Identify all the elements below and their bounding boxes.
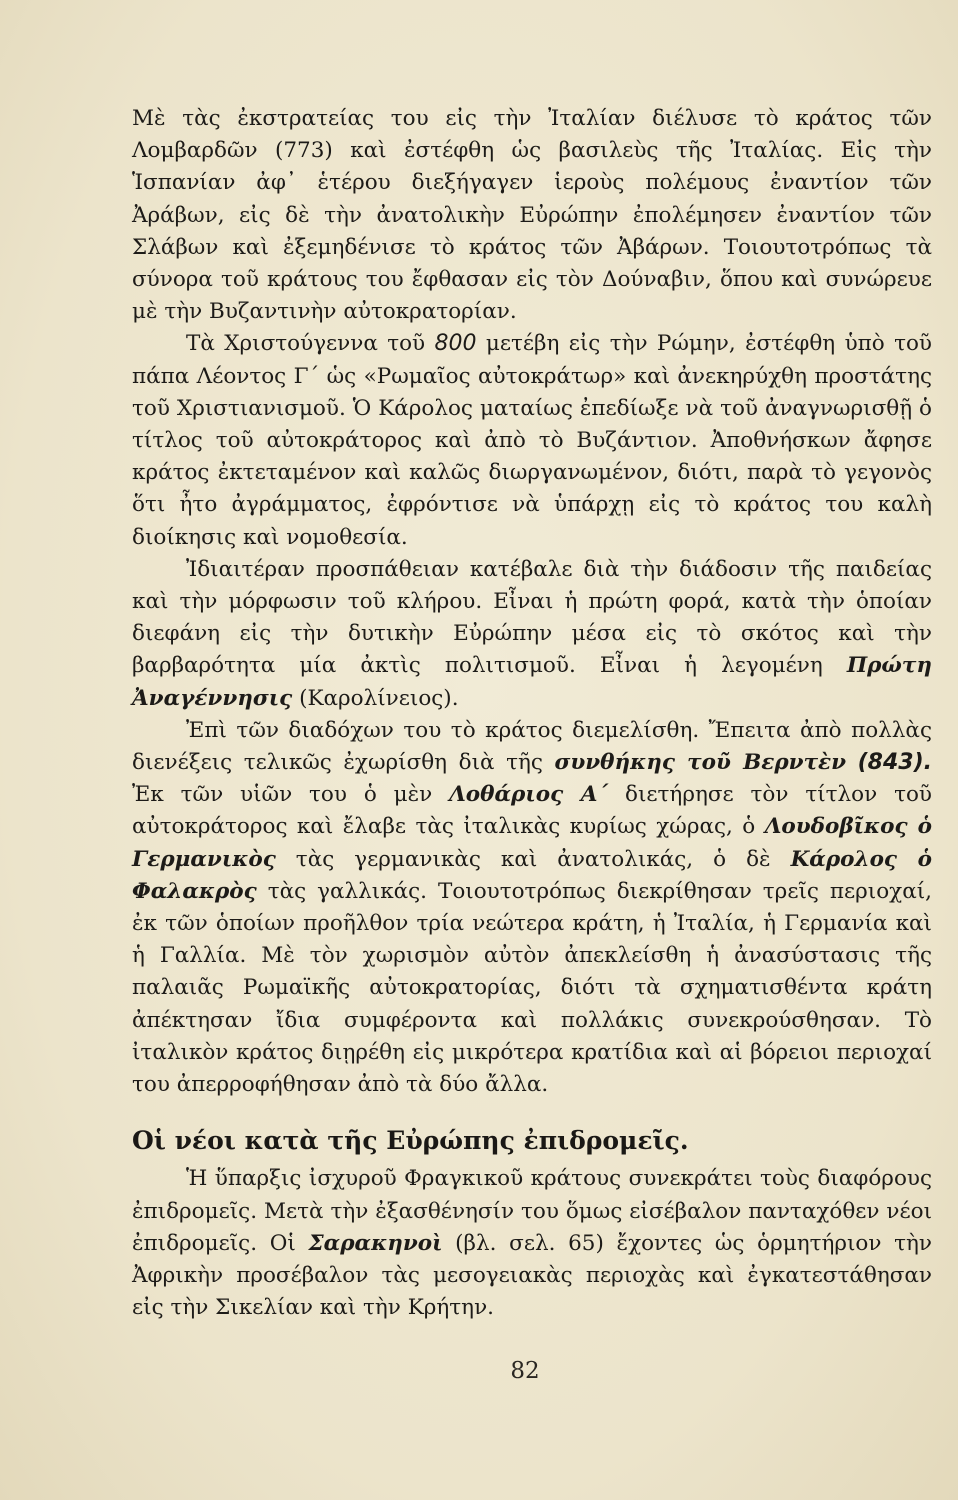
- term-saracens: Σαρακηνοὶ: [308, 1230, 443, 1256]
- paragraph-5-text-end: (βλ. σελ. 65) ἔχοντες ὡς ὁρμητήριον τὴν Ἀφρικὴν προσέβαλον τὰς μεσογειακὰς περιοχὰς καὶ ἐγκατεστάθησαν εἰς τὴν Σικελίαν καὶ τὴν Κρήτην.: [132, 1230, 932, 1321]
- paragraph-3-text-start: Ἰδιαιτέραν προσπάθειαν κατέβαλε διὰ τὴν διάδοσιν τῆς παιδείας καὶ τὴν μόρφωσιν τοῦ κλήρου. Εἶναι ἡ πρώτη φορά, κατὰ τὴν ὁποίαν διεφάνη εἰς τὴν δυτικὴν Εὐρώπην μέσα εἰς τὸ σκότος καὶ τὴν βαρβαρότητα μία ἀκτὶς πολιτισμοῦ. Εἶναι ἡ λεγομένη: [132, 556, 932, 679]
- page-number: 82: [510, 1358, 540, 1384]
- paragraph-2-text-start: Τὰ Χριστούγεννα τοῦ: [186, 331, 435, 357]
- paragraph-4-text-2: Ἐκ τῶν υἱῶν του ὁ μὲν: [132, 782, 450, 808]
- body-text: [132, 103, 932, 1324]
- paragraph-5: [132, 1163, 932, 1324]
- paragraph-2: [132, 328, 932, 553]
- name-lothair: Λοθάριος Α΄: [449, 782, 609, 808]
- paragraph-3: [132, 554, 932, 715]
- paragraph-2-text-end: μετέβη εἰς τὴν Ρώμην, ἐστέφθη ὑπὸ τοῦ πάπα Λέοντος Γ΄ ὡς «Ρωμαῖος αὐτοκράτωρ» καὶ ἀνεκηρύχθη προστάτης τοῦ Χριστιανισμοῦ. Ὁ Κάρολος ματαίως ἐπεδίωξε νὰ τοῦ ἀναγνωρισθῇ ὁ τίτλος τοῦ αὐτοκράτορος καὶ ἀπὸ τὸ Βυζάντιον. Ἀποθνήσκων ἄφησε κράτος ἐκτεταμένον καὶ καλῶς διωργανωμένον, διότι, παρὰ τὸ γεγονὸς ὅτι ἦτο ἀγράμματος, ἐφρόντισε νὰ ὑπάρχῃ εἰς τὸ κράτος του καλὴ διοίκησις καὶ νομοθεσία.: [132, 331, 932, 550]
- paragraph-4-text-5: τὰς γαλλικάς. Τοιουτοτρόπως διεκρίθησαν τρεῖς περιοχαί, ἐκ τῶν ὁποίων προῆλθον τρία νεώτερα κράτη, ἡ Ἰταλία, ἡ Γερμανία καὶ ἡ Γαλλία. Μὲ τὸν χωρισμὸν αὐτὸν ἀπεκλείσθη ἡ ἀνασύστασις τῆς παλαιᾶς Ρωμαϊκῆς αὐτοκρατορίας, διότι τὰ σχηματισθέντα κράτη ἀπέκτησαν ἴδια συμφέροντα καὶ πολλάκις συνεκρούσθησαν. Τὸ ἰταλικὸν κράτος διῃρέθη εἰς μικρότερα κρατίδια καὶ αἱ βόρειοι περιοχαί του ἀπερροφήθησαν ἀπὸ τὰ δύο ἄλλα.: [132, 878, 932, 1098]
- paragraph-4-text-1: Ἐπὶ τῶν διαδόχων του τὸ κράτος διεμελίσθη. Ἔπειτα ἀπὸ πολλὰς διενέξεις τελικῶς ἐχωρίσθη διὰ τῆς: [132, 717, 932, 776]
- paragraph-4-text-4: τὰς γερμανικὰς καὶ ἀνατολικάς, ὁ δὲ: [275, 846, 791, 872]
- paragraph-3-text-end: (Καρολίνειος).: [292, 685, 459, 711]
- name-louis-german: Λουδοβῖκος ὁ Γερμανικὸς: [132, 814, 932, 872]
- term-treaty-verdun: συνθήκης τοῦ Βερντὲν: [554, 750, 847, 776]
- paragraph-4-text-3: διετήρησε τὸν τίτλον τοῦ αὐτοκράτορος καὶ ἔλαβε τὰς ἰταλικὰς κυρίως χώρας, ὁ: [132, 782, 932, 840]
- paragraph-5-text-start: Ἡ ὕπαρξις ἰσχυροῦ Φραγκικοῦ κράτους συνεκράτει τοὺς διαφόρους ἐπιδρομεῖς. Μετὰ τὴν ἐξασθένησίν του ὅμως εἰσέβαλον πανταχόθεν νέοι ἐπιδρομεῖς. Οἱ: [132, 1166, 932, 1256]
- section-heading: Οἱ νέοι κατὰ τῆς Εὐρώπης ἐπιδρομεῖς.: [132, 1126, 689, 1156]
- paragraph-1: [132, 103, 932, 328]
- paragraph-4: [132, 715, 932, 1101]
- year-800: 800: [434, 331, 477, 357]
- paragraph-1-text: Μὲ τὰς ἐκστρατείας του εἰς τὴν Ἰταλίαν διέλυσε τὸ κράτος τῶν Λομβαρδῶν (773) καὶ ἐστέφθη ὡς βασιλεὺς τῆς Ἰταλίας. Εἰς τὴν Ἱσπανίαν ἀφ᾽ ἑτέρου διεξήγαγεν ἱεροὺς πολέμους ἐναντίον τῶν Ἀράβων, εἰς δὲ τὴν ἀνατολικὴν Εὐρώπην ἐπολέμησεν ἐναντίον τῶν Σλάβων καὶ ἐξεμηδένισε τὸ κράτος τῶν Ἀβάρων. Τοιουτοτρόπως τὰ σύνορα τοῦ κράτους του ἔφθασαν εἰς τὸν Δούναβιν, ὅπου καὶ συνώρευε μὲ τὴν Βυζαντινὴν αὐτοκρατορίαν.: [132, 106, 932, 325]
- year-843: (843).: [857, 750, 932, 776]
- name-charles-bald: Κάρολος ὁ Φαλακρὸς: [132, 846, 933, 904]
- term-first-renaissance: Πρώτη Ἀναγέννησις: [132, 653, 932, 711]
